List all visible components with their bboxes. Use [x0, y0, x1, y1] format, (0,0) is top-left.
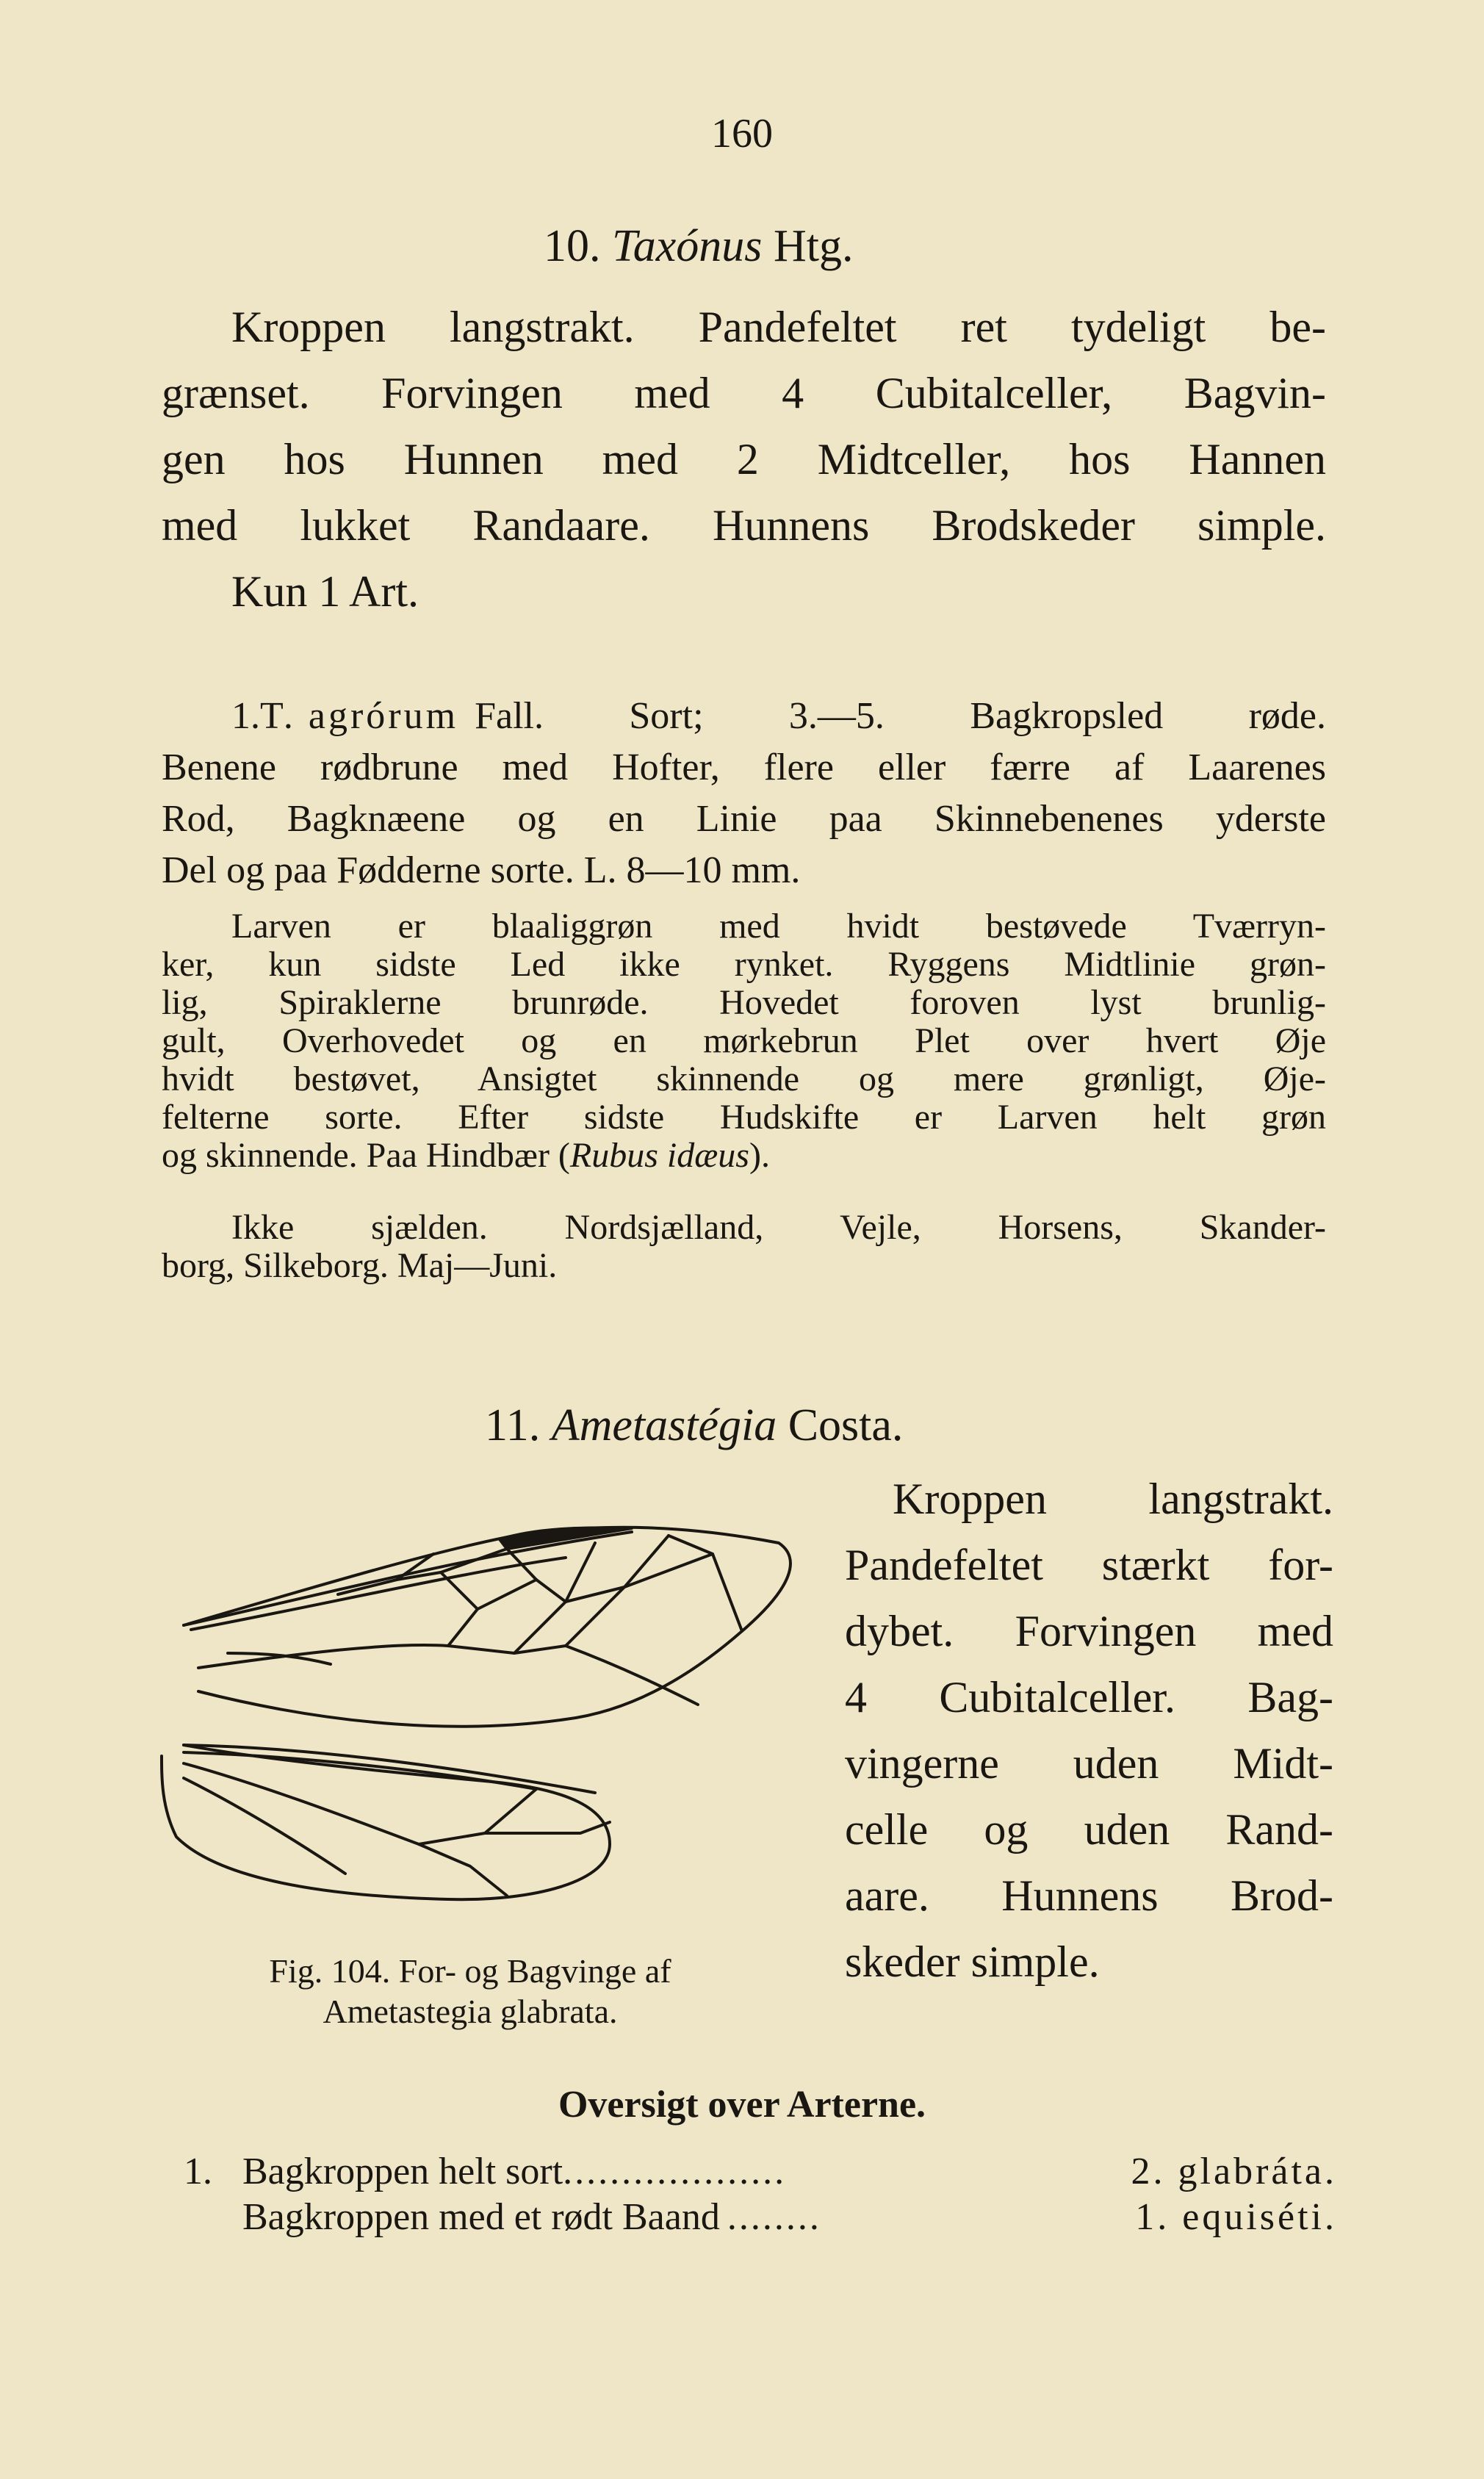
hindwing-vein: [419, 1844, 507, 1896]
text-line: Kroppen langstrakt.: [893, 1475, 1333, 1523]
text-line: Pandefeltet stærkt for-: [845, 1541, 1333, 1589]
text-line: Kroppen langstrakt. Pandefeltet ret tydeligt be-: [231, 303, 1326, 351]
key-row-result: 2. glabráta.: [1131, 2151, 1337, 2192]
text-segment: ).: [749, 1136, 770, 1175]
text-line: aare. Hunnens Brod-: [845, 1871, 1333, 1920]
key-row-leader: ...................: [563, 2151, 787, 2192]
key-row-result: 1. equiséti.: [1135, 2196, 1337, 2238]
text-line: celle og uden Rand-: [845, 1805, 1333, 1854]
text-line: hvidt bestøvet, Ansigtet skinnende og mere grønligt, Øje-: [162, 1059, 1326, 1098]
text-line: lig, Spiraklerne brunrøde. Hovedet foroven lyst brunlig-: [162, 983, 1326, 1022]
genus-name: Taxónus: [612, 221, 763, 271]
forewing-vein: [198, 1645, 448, 1668]
text-line: felterne sorte. Efter sidste Hudskifte er Larven helt grøn: [162, 1098, 1326, 1137]
key-row-number: [184, 2195, 242, 2240]
key-row-text: Bagkroppen helt sort: [242, 2151, 563, 2192]
text-line: borg, Silkeborg. Maj—Juni.: [162, 1246, 558, 1285]
text-line: 4 Cubitalceller. Bag-: [845, 1673, 1333, 1721]
text-line: Ikke sjælden. Nordsjælland, Vejle, Horsens, Skander-: [231, 1208, 1326, 1247]
page-number: 160: [711, 111, 773, 156]
text-line: vingerne uden Midt-: [845, 1739, 1333, 1788]
caption-line: Ametastegia glabrata.: [323, 1993, 618, 2030]
genus-description-taxonus: [162, 294, 1326, 625]
distribution: [162, 1209, 1326, 1285]
key-row-text: Bagkroppen med et rødt Baand: [242, 2196, 720, 2238]
genus-author: Htg.: [773, 221, 854, 271]
key-row: [184, 2149, 1337, 2195]
species-name: T. agrórum: [260, 695, 459, 737]
text-line: Larven er blaaliggrøn med hvidt bestøvede Tværryn-: [231, 907, 1326, 946]
text-line: gen hos Hunnen med 2 Midtceller, hos Hannen: [162, 435, 1326, 483]
plant-name: Rubus idæus: [569, 1136, 749, 1175]
text-line: gult, Overhovedet og en mørkebrun Plet over hvert Øje: [162, 1021, 1326, 1060]
species-first-line-rest: Fall. Sort; 3.—5. Bagkropsled røde.: [475, 695, 1326, 737]
text-line: Del og paa Fødderne sorte. L. 8—10 mm.: [162, 849, 801, 891]
forewing-vein: [448, 1580, 536, 1646]
text-line: ker, kun sidste Led ikke rynket. Ryggens Midtlinie grøn-: [162, 945, 1326, 984]
forewing-vein: [669, 1536, 742, 1631]
forewing-vein: [566, 1646, 698, 1705]
species-number: 1.: [231, 695, 260, 737]
forewing-vein: [507, 1549, 566, 1602]
species-first-line: [162, 691, 1326, 742]
genus-heading-ametastegia: [485, 1400, 903, 1452]
text-line: grænset. Forvingen med 4 Cubitalceller, Bagvin-: [162, 369, 1326, 417]
genus-heading-taxonus: [544, 220, 853, 273]
figure-caption: [176, 1951, 764, 2032]
text-line: [162, 1137, 1326, 1175]
key-row: [184, 2195, 1337, 2240]
species-count: Kun 1 Art.: [231, 567, 419, 616]
species-entry-agrorum: [162, 691, 1326, 896]
caption-line: Fig. 104. For- og Bagvinge af: [269, 1952, 671, 1990]
genus-number: 11.: [485, 1400, 541, 1450]
text-segment: og skinnende. Paa Hindbær (: [162, 1136, 570, 1175]
genus-number: 10.: [544, 221, 601, 271]
genus-author: Costa.: [788, 1400, 904, 1450]
hindwing-vein: [485, 1822, 610, 1833]
key-row-number: 1.: [184, 2151, 212, 2192]
hindwing-vein: [184, 1763, 419, 1844]
species-key: [184, 2149, 1337, 2240]
genus-description-ametastegia: [845, 1466, 1333, 1995]
text-line: Benene rødbrune med Hofter, flere eller færre af Laarenes: [162, 746, 1326, 788]
key-heading: Oversigt over Arterne.: [558, 2084, 926, 2126]
larva-description: [162, 907, 1326, 1175]
text-line: med lukket Randaare. Hunnens Brodskeder simple.: [162, 501, 1326, 550]
genus-name: Ametastégia: [551, 1400, 777, 1450]
forewing-stigma: [500, 1528, 632, 1549]
text-line: dybet. Forvingen med: [845, 1607, 1333, 1655]
key-row-leader: ........: [727, 2196, 821, 2238]
hindwing-vein: [419, 1789, 536, 1844]
text-line: Rod, Bagknæene og en Linie paa Skinnebenenes yderste: [162, 798, 1326, 840]
text-line: skeder simple.: [845, 1937, 1100, 1986]
